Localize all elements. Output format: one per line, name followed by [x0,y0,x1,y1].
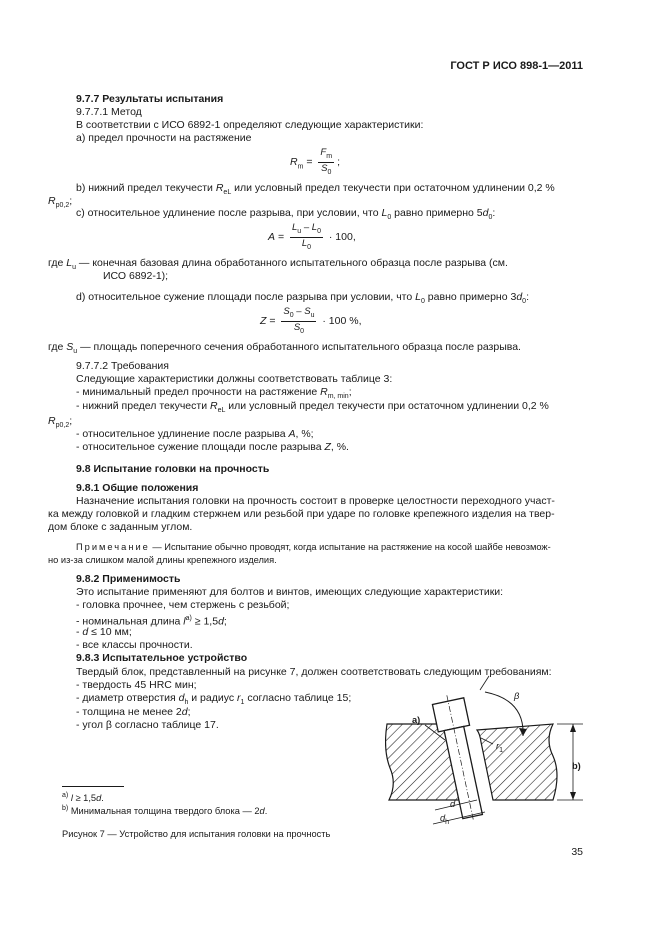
section-9-8-2-heading: 9.8.2 Применимость [76,573,181,585]
requirements-heading: 9.7.7.2 Требования [76,360,169,372]
requirement-3: - относительное удлинение после разрыва A, %; [76,428,314,440]
item-c: с) относительное удлинение после разрыва, при условии, что $L_0$ равно примерно $5d_0$: [76,207,496,222]
note-line-2: но из-за слишком малой длины крепежного изделия. [48,555,277,565]
applicability-4: - все классы прочности. [76,639,193,651]
applicability-2: - номинальная длина $l^{a)} \ge 1,5d$; [76,615,227,628]
footnote-rule [62,786,124,787]
figure-label-r1: $r_1$ [496,741,504,754]
figure-caption: Рисунок 7 — Устройство для испытания головки на прочность [62,829,331,839]
figure-label-a: a) [412,715,421,725]
applicability-1: - головка прочнее, чем стержень с резьбой; [76,599,290,611]
applicability-3: - d ≤ 10 мм; [76,626,132,638]
formula-z: Z = $\frac{S_0 - S_u}{S_0}$ · 100 %, [260,306,362,335]
general-para-line-1: Назначение испытания головки на прочность состоит в проверке целостности переходного участ- [76,495,555,507]
requirement-4: - относительное сужение площади после разрыва Z, %. [76,441,349,453]
item-d: d) относительное сужение площади после разрыва при условии, что $L_0$ равно примерно $3d_0$: [76,291,529,306]
note-line-1: Примечание — Испытание обычно проводят, когда испытание на растяжение на косой шайбе невозмож- [76,542,551,552]
block-right [477,724,557,800]
intro-text: В соответствии с ИСО 6892-1 определяют следующие характеристики: [76,119,424,131]
requirements-intro: Следующие характеристики должны соответствовать таблице 3: [76,373,393,385]
section-9-8-1-heading: 9.8.1 Общие положения [76,482,199,494]
device-intro: Твердый блок, представленный на рисунке 7, должен соответствовать следующим требованиям: [76,666,552,678]
item-b: b) нижний предел текучести $R_{eL}$ или условный предел текучести при остаточном удлинении 0,2 % [76,182,555,197]
figure-label-b: b) [572,761,581,771]
figure-label-dh: $d_h$ [440,813,450,826]
device-4: - угол β согласно таблице 17. [76,719,219,731]
where-su: где $S_u$ — площадь поперечного сечения обработанного испытательного образца после разрыва. [48,341,521,356]
device-3: - толщина не менее 2d; [76,706,191,718]
applicability-intro: Это испытание применяют для болтов и винтов, имеющих следующие характеристики: [76,586,504,598]
formula-rm: $R_m$ = $\frac{F_m}{S_0}$ ; [290,147,340,176]
section-9-7-7-1-heading: 9.7.7.1 Метод [76,106,142,118]
requirement-2-cont: $R_{p0,2}$; [48,415,73,430]
footnote-a: $^{a)}$ l ≥ 1,5d. [62,792,104,804]
section-9-8-3-heading: 9.8.3 Испытательное устройство [76,652,248,664]
figure-7-drawing [385,672,585,847]
requirement-1: - минимальный предел прочности на растяжение $R_{m, min}$; [76,386,352,401]
item-a: а) предел прочности на растяжение [76,132,252,144]
where-lu: где $L_u$ — конечная базовая длина обработанного испытательного образца после разрыва (см. [48,257,508,272]
formula-a: A = $\frac{L_u - L_0}{L_0}$ · 100, [268,222,356,251]
section-9-8-heading: 9.8 Испытание головки на прочность [76,463,270,475]
figure-label-beta: β [514,691,520,701]
figure-label-d: d [450,799,456,809]
page-number: 35 [571,846,583,858]
section-9-7-7-heading: 9.7.7 Результаты испытания [76,93,224,105]
general-para-line-2: ка между головкой и гладким стержнем или резьбой при ударе по головке крепежного изделия на твер- [48,508,555,520]
item-b-cont: $R_{p0,2}$; [48,195,73,210]
footnote-b: $^{b)}$ Минимальная толщина твердого блока — 2d. [62,805,268,817]
requirement-2: - нижний предел текучести $R_{eL}$ или условный предел текучести при остаточном удлинении 0,2 % [76,400,549,415]
device-2: - диаметр отверстия $d_h$ и радиус $r_1$ согласно таблице 15; [76,692,352,707]
general-para-line-3: дом блоке с заданным углом. [48,521,193,533]
device-1: - твердость 45 HRC мин; [76,679,197,691]
doc-code: ГОСТ Р ИСО 898-1—2011 [450,60,583,72]
where-lu-cont: ИСО 6892-1); [103,270,169,282]
